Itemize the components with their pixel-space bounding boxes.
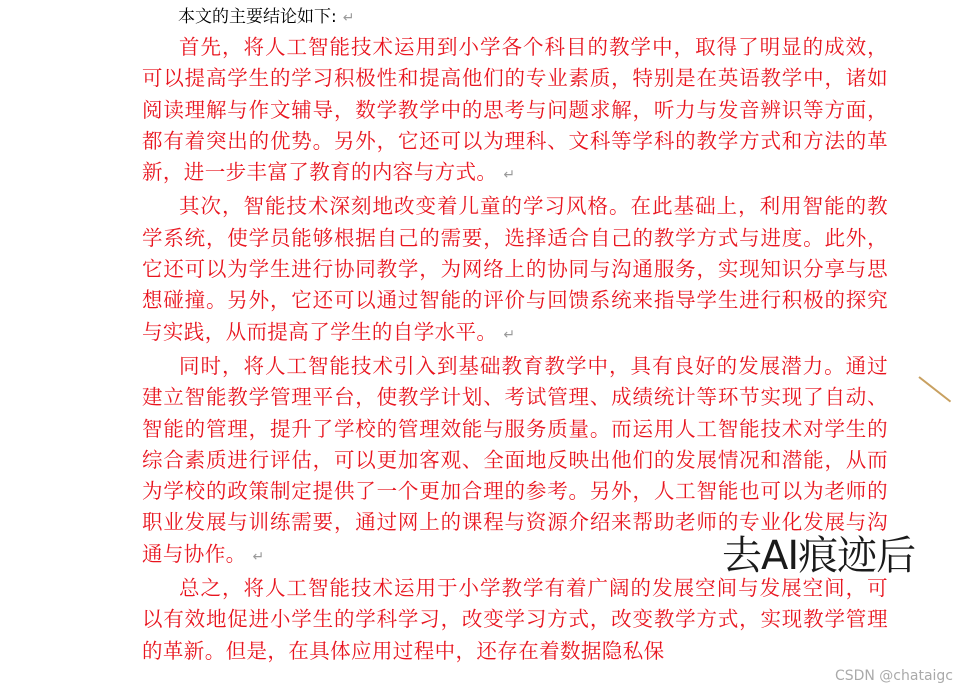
cursor-line-decoration: [918, 376, 951, 402]
return-mark-icon: ↵: [252, 548, 265, 565]
return-mark-icon: ↵: [503, 326, 516, 343]
paragraph-2: 其次，智能技术深刻地改变着儿童的学习风格。在此基础上，利用智能的教学系统，使学员能够根据自己的需要，选择适合自己的教学方式与进度。此外，它还可以为学生进行协同教学，为网络上的协同与沟通服务，实现知识分享与思想碰撞。另外，它还可以通过智能的评价与回馈系统来指导学生进行积极的探究与实践，从而提高了学生的自学水平。 ↵: [142, 191, 888, 350]
return-mark-icon: ↵: [503, 167, 516, 184]
paragraph-1: 首先，将人工智能技术运用到小学各个科目的教学中，取得了明显的成效，可以提高学生的学习积极性和提高他们的专业素质，特别是在英语教学中，诸如阅读理解与作文辅导，数学教学中的思考与问题求解，听力与发音辨识等方面，都有着突出的优势。另外，它还可以为理科、文科等学科的教学方式和方法的革新，进一步丰富了教育的内容与方式。 ↵: [142, 32, 888, 191]
source-attribution: CSDN @chataigc: [834, 668, 953, 684]
return-mark-icon: ↵: [342, 10, 355, 26]
intro-line: [142, 4, 888, 32]
paragraph-4: 总之，将人工智能技术运用于小学教学有着广阔的发展空间与发展空间，可以有效地促进小学生的学科学习，改变学习方式，改变教学方式，实现教学管理的革新。但是，在具体应用过程中，还存在着数据隐私保: [142, 576, 888, 663]
intro-text: 本文的主要结论如下:: [178, 7, 337, 27]
paragraph-3: 同时，将人工智能技术引入到基础教育教学中，具有良好的发展潜力。通过建立智能教学管理平台，使教学计划、考试管理、成绩统计等环节实现了自动、智能的管理，提升了学校的管理效能与服务质量。而运用人工智能技术对学生的综合素质进行评估，可以更加客观、全面地反映出他们的发展情况和潜能，从而为学校的政策制定提供了一个更加合理的参考。另外，人工智能也可以为老师的职业发展与训练需要，通过网上的课程与资源介绍来帮助老师的专业化发展与沟通与协作。 ↵: [142, 351, 888, 573]
watermark-caption: 去AI痕迹后: [722, 533, 916, 579]
